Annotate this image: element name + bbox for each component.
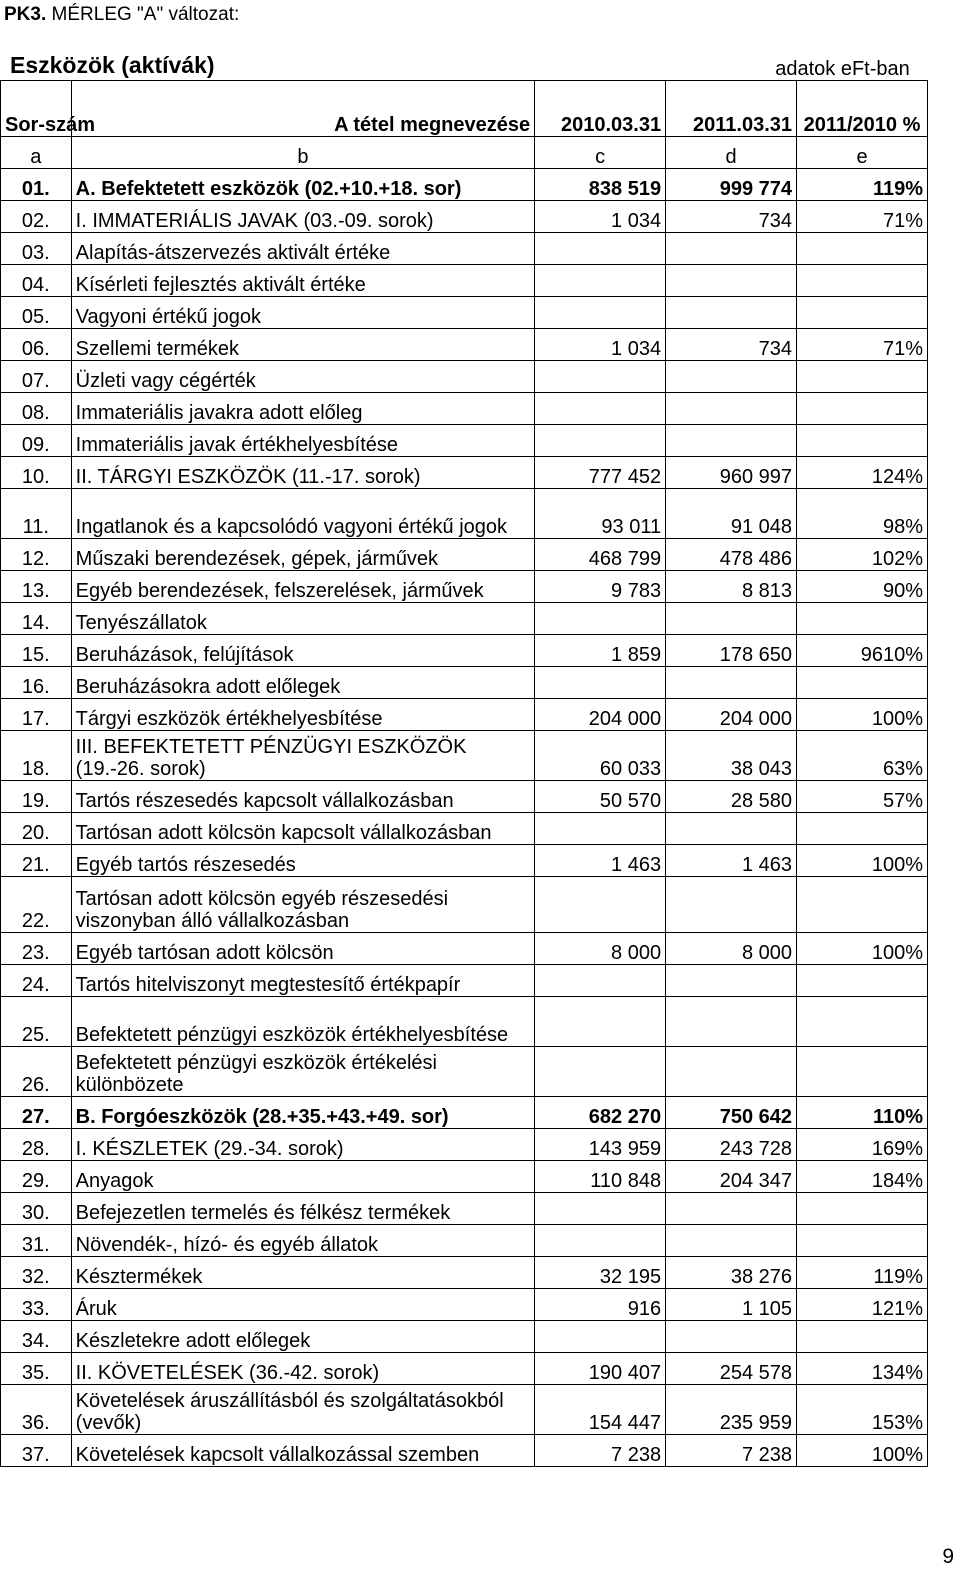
row-number: 29. (1, 1161, 72, 1193)
item-name: Alapítás-átszervezés aktivált értéke (71, 233, 534, 265)
document-title (4, 4, 239, 26)
value-2011: 243 728 (666, 1129, 797, 1161)
page-number: 9 (942, 1545, 954, 1568)
value-2010 (535, 393, 666, 425)
table-row (1, 603, 928, 635)
item-name: Követelések áruszállításból és szolgáltatásokból (vevők) (71, 1385, 534, 1435)
percent-change: 71% (797, 329, 928, 361)
table-row (1, 1385, 928, 1435)
value-2011 (666, 1193, 797, 1225)
item-name: Tartósan adott kölcsön egyéb részesedési viszonyban álló vállalkozásban (71, 877, 534, 933)
percent-change: 100% (797, 699, 928, 731)
percent-change: 153% (797, 1385, 928, 1435)
table-row (1, 233, 928, 265)
row-number: 30. (1, 1193, 72, 1225)
row-number: 08. (1, 393, 72, 425)
value-2011: 8 813 (666, 571, 797, 603)
value-2010: 110 848 (535, 1161, 666, 1193)
unit-note: adatok eFt-ban (775, 58, 910, 80)
table-row (1, 361, 928, 393)
percent-change (797, 265, 928, 297)
header-item-name: A tétel megnevezése (71, 81, 534, 137)
row-number: 23. (1, 933, 72, 965)
table-row (1, 1225, 928, 1257)
item-name: I. KÉSZLETEK (29.-34. sorok) (71, 1129, 534, 1161)
item-name: Tartós hitelviszonyt megtestesítő értékpapír (71, 965, 534, 997)
item-name: Szellemi termékek (71, 329, 534, 361)
value-2010 (535, 1047, 666, 1097)
value-2010 (535, 965, 666, 997)
item-name: B. Forgóeszközök (28.+35.+43.+49. sor) (71, 1097, 534, 1129)
item-name: Áruk (71, 1289, 534, 1321)
value-2011: 38 276 (666, 1257, 797, 1289)
value-2010 (535, 361, 666, 393)
value-2011 (666, 667, 797, 699)
percent-change: 57% (797, 781, 928, 813)
value-2011: 478 486 (666, 539, 797, 571)
table-row (1, 1257, 928, 1289)
row-number: 25. (1, 997, 72, 1047)
header-value-2011: 2011.03.31 (666, 81, 797, 137)
percent-change (797, 233, 928, 265)
value-2010 (535, 233, 666, 265)
item-name: Követelések kapcsolt vállalkozással szemben (71, 1435, 534, 1467)
table-row (1, 1097, 928, 1129)
table-row (1, 393, 928, 425)
value-2011: 235 959 (666, 1385, 797, 1435)
value-2010: 682 270 (535, 1097, 666, 1129)
table-row (1, 489, 928, 539)
percent-change (797, 425, 928, 457)
header-row-number: Sor-szám (1, 81, 72, 137)
row-number: 36. (1, 1385, 72, 1435)
table-row (1, 1161, 928, 1193)
value-2011: 7 238 (666, 1435, 797, 1467)
value-2011: 8 000 (666, 933, 797, 965)
table-row (1, 571, 928, 603)
table-row (1, 265, 928, 297)
balance-sheet-body (1, 81, 928, 1467)
percent-change (797, 1321, 928, 1353)
header-percent: 2011/2010 % (797, 81, 928, 137)
row-number: 27. (1, 1097, 72, 1129)
table-row (1, 1129, 928, 1161)
value-2010: 1 034 (535, 329, 666, 361)
row-number: 34. (1, 1321, 72, 1353)
row-number: 19. (1, 781, 72, 813)
percent-change: 119% (797, 169, 928, 201)
value-2010: 468 799 (535, 539, 666, 571)
value-2011 (666, 393, 797, 425)
item-name: Tartósan adott kölcsön kapcsolt vállalkozásban (71, 813, 534, 845)
percent-change (797, 1047, 928, 1097)
value-2010 (535, 813, 666, 845)
value-2010 (535, 297, 666, 329)
item-name: II. TÁRGYI ESZKÖZÖK (11.-17. sorok) (71, 457, 534, 489)
percent-change: 102% (797, 539, 928, 571)
value-2010: 93 011 (535, 489, 666, 539)
value-2011: 38 043 (666, 731, 797, 781)
percent-change: 134% (797, 1353, 928, 1385)
row-number: 28. (1, 1129, 72, 1161)
row-number: 02. (1, 201, 72, 233)
value-2011 (666, 997, 797, 1047)
row-number: 24. (1, 965, 72, 997)
value-2011 (666, 265, 797, 297)
value-2011: 91 048 (666, 489, 797, 539)
table-row (1, 813, 928, 845)
header-row (1, 81, 928, 137)
value-2011 (666, 233, 797, 265)
item-name: Befektetett pénzügyi eszközök értékhelyesbítése (71, 997, 534, 1047)
percent-change (797, 877, 928, 933)
table-row (1, 1289, 928, 1321)
row-number: 16. (1, 667, 72, 699)
value-2010 (535, 265, 666, 297)
item-name: Egyéb tartósan adott kölcsön (71, 933, 534, 965)
table-row (1, 667, 928, 699)
balance-sheet-table (0, 80, 928, 1467)
percent-change: 184% (797, 1161, 928, 1193)
value-2010: 32 195 (535, 1257, 666, 1289)
value-2011: 204 347 (666, 1161, 797, 1193)
value-2010: 916 (535, 1289, 666, 1321)
item-name: Immateriális javak értékhelyesbítése (71, 425, 534, 457)
percent-change: 100% (797, 845, 928, 877)
value-2011 (666, 877, 797, 933)
column-letter: e (797, 137, 928, 169)
header-value-2010: 2010.03.31 (535, 81, 666, 137)
value-2011 (666, 813, 797, 845)
value-2010: 1 034 (535, 201, 666, 233)
table-row (1, 781, 928, 813)
table-row (1, 845, 928, 877)
value-2011 (666, 361, 797, 393)
value-2010: 50 570 (535, 781, 666, 813)
percent-change: 63% (797, 731, 928, 781)
value-2010: 1 859 (535, 635, 666, 667)
percent-change: 124% (797, 457, 928, 489)
table-row (1, 731, 928, 781)
percent-change (797, 297, 928, 329)
value-2011 (666, 603, 797, 635)
table-row (1, 699, 928, 731)
row-number: 18. (1, 731, 72, 781)
value-2010: 60 033 (535, 731, 666, 781)
item-name: I. IMMATERIÁLIS JAVAK (03.-09. sorok) (71, 201, 534, 233)
table-row (1, 933, 928, 965)
value-2010: 8 000 (535, 933, 666, 965)
percent-change: 169% (797, 1129, 928, 1161)
value-2010: 7 238 (535, 1435, 666, 1467)
table-row (1, 1193, 928, 1225)
value-2011: 750 642 (666, 1097, 797, 1129)
value-2010 (535, 877, 666, 933)
column-letter: b (71, 137, 534, 169)
column-letter-row (1, 137, 928, 169)
item-name: A. Befektetett eszközök (02.+10.+18. sor) (71, 169, 534, 201)
table-row (1, 997, 928, 1047)
percent-change: 119% (797, 1257, 928, 1289)
item-name: Beruházások, felújítások (71, 635, 534, 667)
value-2011: 28 580 (666, 781, 797, 813)
percent-change (797, 1225, 928, 1257)
item-name: Vagyoni értékű jogok (71, 297, 534, 329)
value-2010 (535, 1225, 666, 1257)
row-number: 10. (1, 457, 72, 489)
item-name: Anyagok (71, 1161, 534, 1193)
row-number: 31. (1, 1225, 72, 1257)
row-number: 22. (1, 877, 72, 933)
value-2011: 734 (666, 329, 797, 361)
item-name: Egyéb tartós részesedés (71, 845, 534, 877)
value-2011: 734 (666, 201, 797, 233)
document-title-text: MÉRLEG "A" változat: (46, 4, 240, 25)
value-2010: 190 407 (535, 1353, 666, 1385)
value-2010: 143 959 (535, 1129, 666, 1161)
table-row (1, 1435, 928, 1467)
value-2010: 204 000 (535, 699, 666, 731)
item-name: Tárgyi eszközök értékhelyesbítése (71, 699, 534, 731)
item-name: Befektetett pénzügyi eszközök értékelési különbözete (71, 1047, 534, 1097)
item-name: Műszaki berendezések, gépek, járművek (71, 539, 534, 571)
value-2011 (666, 1047, 797, 1097)
table-row (1, 1047, 928, 1097)
table-row (1, 329, 928, 361)
percent-change: 71% (797, 201, 928, 233)
value-2010 (535, 603, 666, 635)
value-2011: 1 463 (666, 845, 797, 877)
table-row (1, 297, 928, 329)
row-number: 21. (1, 845, 72, 877)
row-number: 32. (1, 1257, 72, 1289)
value-2011 (666, 1225, 797, 1257)
row-number: 12. (1, 539, 72, 571)
percent-change (797, 1193, 928, 1225)
percent-change: 110% (797, 1097, 928, 1129)
table-row (1, 169, 928, 201)
row-number: 01. (1, 169, 72, 201)
column-letter: d (666, 137, 797, 169)
value-2011 (666, 425, 797, 457)
percent-change (797, 361, 928, 393)
row-number: 06. (1, 329, 72, 361)
value-2011 (666, 965, 797, 997)
value-2010 (535, 997, 666, 1047)
value-2011: 178 650 (666, 635, 797, 667)
table-row (1, 1321, 928, 1353)
item-name: Tenyészállatok (71, 603, 534, 635)
item-name: Késztermékek (71, 1257, 534, 1289)
value-2011: 960 997 (666, 457, 797, 489)
value-2010: 838 519 (535, 169, 666, 201)
item-name: Egyéb berendezések, felszerelések, járművek (71, 571, 534, 603)
percent-change (797, 965, 928, 997)
percent-change: 90% (797, 571, 928, 603)
percent-change (797, 393, 928, 425)
row-number: 13. (1, 571, 72, 603)
value-2011: 999 774 (666, 169, 797, 201)
value-2010: 777 452 (535, 457, 666, 489)
item-name: Befejezetlen termelés és félkész termékek (71, 1193, 534, 1225)
percent-change: 98% (797, 489, 928, 539)
item-name: Ingatlanok és a kapcsolódó vagyoni értékű jogok (71, 489, 534, 539)
percent-change: 9610% (797, 635, 928, 667)
table-row (1, 877, 928, 933)
percent-change: 100% (797, 1435, 928, 1467)
value-2010 (535, 1193, 666, 1225)
percent-change (797, 997, 928, 1047)
row-number: 26. (1, 1047, 72, 1097)
table-row (1, 965, 928, 997)
row-number: 09. (1, 425, 72, 457)
row-number: 33. (1, 1289, 72, 1321)
item-name: Immateriális javakra adott előleg (71, 393, 534, 425)
table-row (1, 635, 928, 667)
value-2010: 1 463 (535, 845, 666, 877)
section-title: Eszközök (aktívák) (10, 52, 215, 78)
item-name: III. BEFEKTETETT PÉNZÜGYI ESZKÖZÖK (19.-26. sorok) (71, 731, 534, 781)
value-2010 (535, 1321, 666, 1353)
value-2010 (535, 425, 666, 457)
percent-change (797, 667, 928, 699)
table-row (1, 457, 928, 489)
row-number: 20. (1, 813, 72, 845)
table-row (1, 201, 928, 233)
item-name: Növendék-, hízó- és egyéb állatok (71, 1225, 534, 1257)
value-2011 (666, 297, 797, 329)
percent-change (797, 603, 928, 635)
value-2011: 1 105 (666, 1289, 797, 1321)
value-2011: 254 578 (666, 1353, 797, 1385)
item-name: II. KÖVETELÉSEK (36.-42. sorok) (71, 1353, 534, 1385)
column-letter: c (535, 137, 666, 169)
item-name: Beruházásokra adott előlegek (71, 667, 534, 699)
percent-change: 121% (797, 1289, 928, 1321)
row-number: 14. (1, 603, 72, 635)
row-number: 11. (1, 489, 72, 539)
percent-change (797, 813, 928, 845)
row-number: 04. (1, 265, 72, 297)
document-code: PK3. (4, 4, 47, 25)
percent-change: 100% (797, 933, 928, 965)
table-row (1, 1353, 928, 1385)
value-2011 (666, 1321, 797, 1353)
value-2011: 204 000 (666, 699, 797, 731)
item-name: Készletekre adott előlegek (71, 1321, 534, 1353)
row-number: 15. (1, 635, 72, 667)
row-number: 03. (1, 233, 72, 265)
item-name: Tartós részesedés kapcsolt vállalkozásban (71, 781, 534, 813)
item-name: Kísérleti fejlesztés aktivált értéke (71, 265, 534, 297)
value-2010: 154 447 (535, 1385, 666, 1435)
row-number: 37. (1, 1435, 72, 1467)
value-2010 (535, 667, 666, 699)
item-name: Üzleti vagy cégérték (71, 361, 534, 393)
table-row (1, 425, 928, 457)
row-number: 07. (1, 361, 72, 393)
table-row (1, 539, 928, 571)
row-number: 17. (1, 699, 72, 731)
row-number: 35. (1, 1353, 72, 1385)
value-2010: 9 783 (535, 571, 666, 603)
row-number: 05. (1, 297, 72, 329)
column-letter: a (1, 137, 72, 169)
